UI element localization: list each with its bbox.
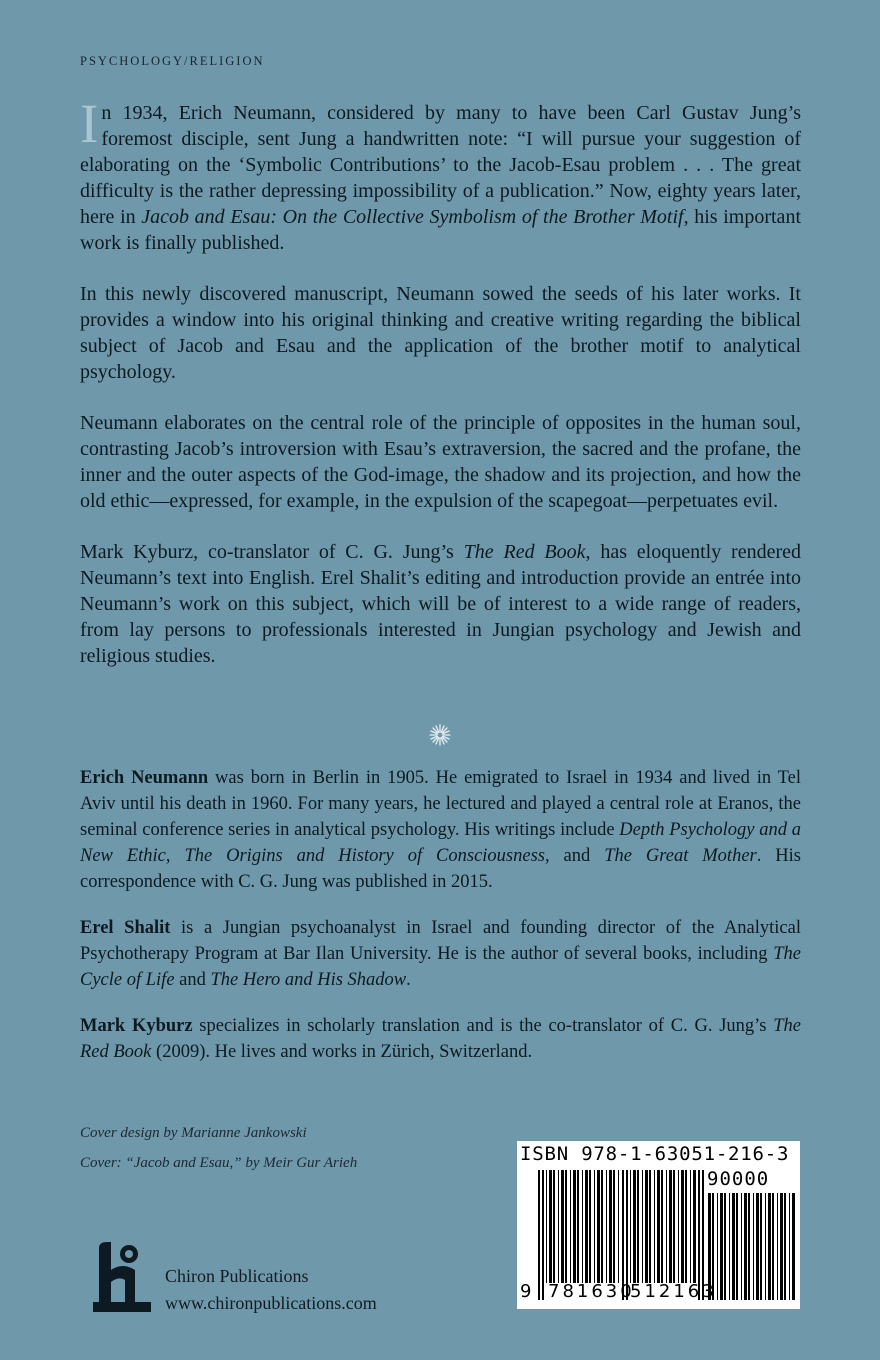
barcode-bar — [546, 1170, 547, 1283]
barcode-guard-bar — [542, 1170, 544, 1300]
barcode-bar — [753, 1193, 754, 1300]
barcode-bar — [736, 1193, 738, 1300]
barcode-bar — [666, 1170, 667, 1283]
book-title: Jacob and Esau: On the Collective Symbolism of the Brother Motif — [141, 206, 684, 228]
barcode-bar — [768, 1193, 771, 1300]
barcode-bar — [549, 1170, 552, 1283]
blurb-p4-text-a: Mark Kyburz, co-translator of C. G. Jung’s — [80, 541, 464, 563]
barcode-bar — [649, 1170, 651, 1283]
blurb-p1-text-a: n 1934, Erich Neumann, considered by many to have been Carl Gustav Jung’s foremost disciple, sent Jung a handwritten note: “I will pursue your suggestion of elaborating on the ‘Symbolic Contributions’ to the Jacob-Esau problem . . . The great difficulty is the rather depressing impossibility of a publication.” Now, eighty years later, here in — [80, 102, 801, 228]
barcode-bar — [609, 1170, 612, 1283]
barcode-bar — [565, 1170, 567, 1283]
publisher-name: Chiron Publications — [165, 1266, 309, 1286]
barcode-bar — [597, 1170, 600, 1283]
barcode-bar — [582, 1170, 583, 1283]
bio-neumann-text-a: was born in Berlin in 1905. He emigrated to Israel in 1934 and lived in Tel Aviv until his death in 1960. For many years, he lectured and played a central role at Eranos, the seminal conference series in analytical psychology. His writings include — [80, 768, 801, 840]
bio-shalit-text-b: . — [406, 970, 411, 990]
barcode-digits-left: 781630 — [548, 1281, 635, 1302]
bio-kyburz-text-a: specializes in scholarly translation and is the co-translator of C. G. Jung’s — [192, 1016, 774, 1036]
barcode-bar — [693, 1170, 696, 1283]
blurb-paragraph-3: Neumann elaborates on the central role of the principle of opposites in the human soul, contrasting Jacob’s introversion with Esau’s extraversion, the sacred and the profane, the inner and the outer aspects of the God-image, the shadow and its projection, and how the old ethic—expressed, for example, in the expulsion of the scapegoat—perpetuates evil. — [80, 412, 801, 512]
barcode-bar — [744, 1193, 747, 1300]
barcode-bar — [645, 1170, 648, 1283]
barcode-bar — [724, 1193, 726, 1300]
barcode-bar — [573, 1170, 576, 1283]
bio-shalit-book-2: The Hero and His Shadow — [210, 970, 407, 990]
bio-neumann-book-3: The Great Mother — [604, 846, 757, 866]
barcode-bar — [654, 1170, 655, 1283]
barcode-bar — [748, 1193, 750, 1300]
barcode-bar — [606, 1170, 607, 1283]
barcode-bar — [618, 1170, 619, 1283]
barcode-bar — [669, 1170, 672, 1283]
barcode-digit-first: 9 — [520, 1281, 532, 1302]
barcode-bar — [570, 1170, 571, 1283]
bio-neumann-sep-2: , and — [544, 846, 605, 866]
bio-shalit-name: Erel Shalit — [80, 918, 171, 938]
barcode-bar — [780, 1193, 783, 1300]
barcode-bar — [594, 1170, 595, 1283]
barcode-bar — [673, 1170, 675, 1283]
blurb-p1-text-b: , his important work is finally published. — [80, 206, 801, 254]
bio-kyburz-book-1: The Red Book — [80, 1016, 801, 1062]
bio-neumann-text-b: . His correspondence with C. G. Jung was published in 2015. — [80, 846, 802, 892]
barcode-bar — [661, 1170, 663, 1283]
barcode-bar — [789, 1193, 790, 1300]
barcode-bar — [589, 1170, 591, 1283]
barcode-bar — [657, 1170, 660, 1283]
barcode-bar — [717, 1193, 718, 1300]
barcode-digits-right: 512163 — [630, 1281, 717, 1302]
barcode-bar — [732, 1193, 735, 1300]
bio-neumann-name: Erich Neumann — [80, 768, 209, 788]
category-label: PSYCHOLOGY/RELIGION — [80, 54, 265, 68]
barcode-bar — [553, 1170, 555, 1283]
drop-cap: I — [80, 93, 99, 154]
barcode-bar — [630, 1170, 631, 1283]
barcode-bar — [613, 1170, 615, 1283]
barcode-bar — [741, 1193, 742, 1300]
barcode-bar — [760, 1193, 762, 1300]
bio-neumann-book-2: The Origins and History of Consciousness — [184, 846, 545, 866]
barcode-bar — [633, 1170, 636, 1283]
cover-art-credit: Cover: “Jacob and Esau,” by Meir Gur Arieh — [80, 1155, 358, 1171]
barcode-bar — [777, 1193, 778, 1300]
bio-kyburz-text-b: (2009). He lives and works in Zürich, Switzerland. — [151, 1042, 533, 1062]
barcode-bar — [765, 1193, 766, 1300]
price-code: 90000 — [707, 1168, 770, 1190]
barcode-bar — [685, 1170, 687, 1283]
barcode-guard-bar — [538, 1170, 540, 1300]
bio-neumann-sep-1: , — [165, 846, 185, 866]
barcode-bar — [784, 1193, 786, 1300]
isbn-text: ISBN 978-1-63051-216-3 — [520, 1143, 790, 1165]
barcode-bar — [678, 1170, 679, 1283]
barcode-bar — [681, 1170, 684, 1283]
barcode-bar — [642, 1170, 643, 1283]
publisher-url: www.chironpublications.com — [165, 1293, 377, 1313]
barcode-bar — [561, 1170, 564, 1283]
red-book-title: The Red Book — [463, 541, 586, 563]
bio-neumann-book-1: Depth Psychology and a New Ethic — [80, 820, 801, 866]
barcode-bar — [585, 1170, 588, 1283]
barcode-bar — [729, 1193, 730, 1300]
barcode-bar — [558, 1170, 559, 1283]
barcode-bar — [792, 1193, 795, 1300]
barcode-bar — [720, 1193, 723, 1300]
barcode-bar — [577, 1170, 579, 1283]
bio-shalit-sep-1: and — [174, 970, 211, 990]
bio-shalit-text-a: is a Jungian psychoanalyst in Israel and founding director of the Analytical Psychotherapy Program at Bar Ilan University. He is the author of several books, including — [80, 918, 801, 964]
barcode-bar — [601, 1170, 603, 1283]
blurb-p4-text-b: , has eloquently rendered Neumann’s text into English. Erel Shalit’s editing and introduction provide an entrée into Neumann’s work on this subject, which will be of interest to a wide range of readers, from lay persons to professionals interested in Jungian psychology and Jewish and religious studies. — [80, 541, 801, 667]
blurb-paragraph-2: In this newly discovered manuscript, Neumann sowed the seeds of his later works. It provides a window into his original thinking and creative writing regarding the biblical subject of Jacob and Esau and the application of the brother motif to analytical psychology. — [80, 283, 801, 383]
bio-kyburz-name: Mark Kyburz — [80, 1016, 193, 1036]
cover-design-credit: Cover design by Marianne Jankowski — [80, 1125, 307, 1141]
barcode-bar — [772, 1193, 774, 1300]
barcode-bar — [690, 1170, 691, 1283]
bio-shalit-book-1: The Cycle of Life — [80, 944, 801, 990]
barcode-bar — [637, 1170, 639, 1283]
barcode-bar — [756, 1193, 759, 1300]
